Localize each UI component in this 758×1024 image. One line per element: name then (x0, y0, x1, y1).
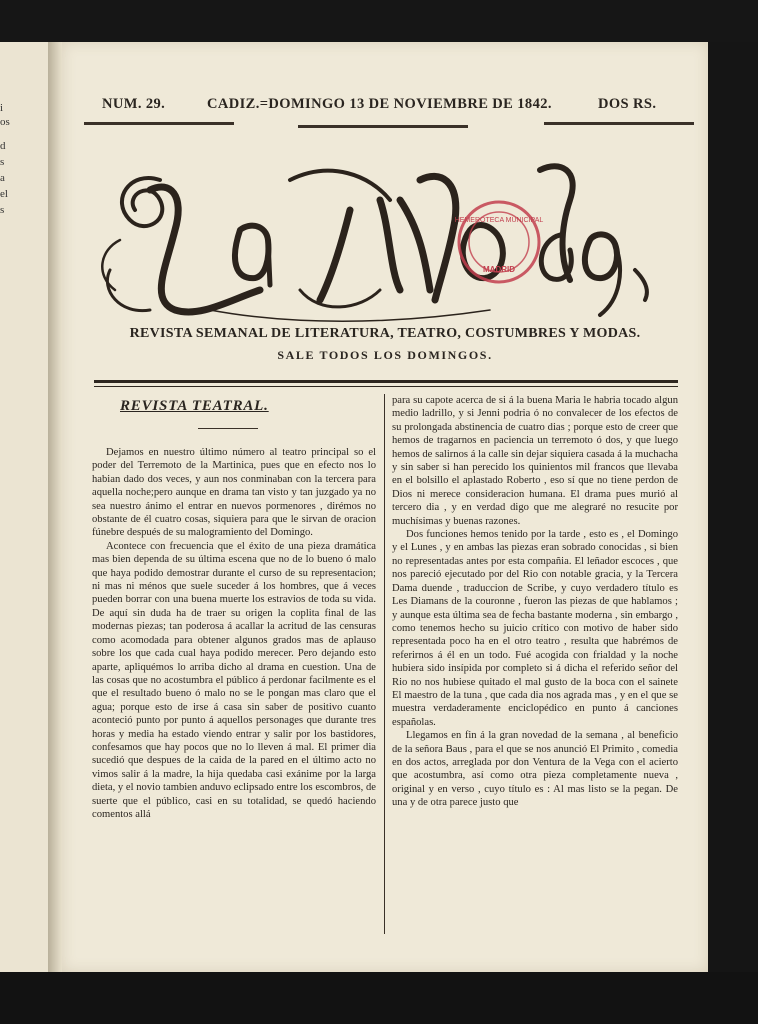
stamp-text-top: HEMEROTECA MUNICIPAL (454, 217, 544, 224)
ornament-rule-center (298, 125, 468, 128)
prev-page-fragment: a (0, 172, 5, 184)
issue-price: DOS RS. (598, 96, 657, 112)
book-gutter (48, 42, 62, 972)
scan-background-right (708, 42, 758, 972)
previous-page-edge (0, 42, 49, 972)
header-rule-thick (94, 380, 678, 383)
paragraph: Dos funciones hemos tenido por la tarde , esto es , el Domingo y el Lunes , y en ambas las piezas eran sobrado conocidas , si bien no representadas antes por esta compañia. El leñador escoces , que nos pareció ejecutado por del Rio con notable gracia, y la Tercera Dama duende , traduccion de Scribe, y cuyo verdadero título es Les Diamans de la couronne , fueron las piezas de que hablamos ; y aunque esta última sea de fecha bastante moderna , sin embargo , como tenemos hecho su juicio crítico con motivo de haber sido representada poco ha en el otro teatro , resulta que habrémos de referirnos á él en un todo. Fué acogida con frialdad y la noche hubiera sido insípida por completo si á dicha el referido señor del Rio no nos hubiese quitado el mal gusto de la boca con el sainete El maestro de la tuna , que cada dia nos agrada mas , y en el que se muestra verdaderamente enciclopédico en punto á canciones españolas. (392, 529, 678, 728)
masthead-tagline: SALE TODOS LOS DOMINGOS. (277, 348, 493, 362)
article-column-right (392, 394, 678, 810)
paragraph: Llegamos en fin á la gran novedad de la semana , al beneficio de la señora Baus , para el que se nos anunció El Primito , comedia en dos actos, arreglada por don Ventura de la Vega con el acierto que acostumbra, así como otra pieza completamente nueva , original y en verso , cuyo título es : Al mas listo se la pegan. De una y de otra parece justo que (392, 730, 678, 809)
column-divider (384, 394, 385, 934)
paragraph: Acontece con frecuencia que el éxito de una pieza dramática mas bien dependa de su última escena que no de lo bueno ó malo que haya podido demostrar durante el curso de su representacion; ni mas ni ménos que suele suceder á los hombres, que á veces pueden borrar con una buena muerte los estravios de toda su vida. De aquí sin duda ha de traer su origen la coplita final de las modernas piezas; tan poderosa á acallar la acritud de las censuras como acomodada para obtener algunos grados mas de aplauso sobre los que cada cual haya podido merecer. Pero dejando esto aparte, apliquémos lo arriba dicho al drama en cuestion. Una de las cosas que no acostumbra el público á perdonar facilmente es el que el resultado bueno ó malo no se le pongan mas claro que el agua; porque esto de irse á casa sin saber de positivo cuanto aconteció punto por punto á aquellos personages que durante tres horas y media ha estado viendo entrar y salir por los bastidores, confesamos que hay pocos que no lo lleven á mal. El primer dia sucedió que despues de la caida de la pared en el último acto no vimos salir á la madre, la hija quedaba casi exánime por la larga dieta, y el novio tambien anduvo eclipsado entre los escombros, de suerte que el público, casi en su totalidad, se quedó haciendo comentos allá (92, 540, 376, 820)
masthead-subtitle: REVISTA SEMANAL DE LITERATURA, TEATRO, COSTUMBRES Y MODAS. (129, 326, 641, 341)
stamp-text-bottom: MADRID (483, 265, 515, 274)
prev-page-fragment: el (0, 188, 8, 200)
header-rule-thin (94, 386, 678, 387)
newspaper-page (62, 42, 708, 972)
article-column-left (92, 446, 376, 821)
scan-background-top (0, 0, 758, 44)
ornament-rule-right (544, 122, 694, 125)
prev-page-fragment: os (0, 116, 10, 128)
prev-page-fragment: s (0, 204, 5, 216)
section-title: REVISTA TEATRAL. (120, 398, 269, 414)
prev-page-fragment: d (0, 140, 6, 152)
ornament-rule-left (84, 122, 234, 125)
paragraph: Dejamos en nuestro último número al teatro principal so el poder del Terremoto de la Martinica, pues que en efecto nos lo habian dado dos veces, y aun nos conminaban con la tercera para aquella noche;pero aunque en drama tan visto y tan juzgado ya no sea nuestro ánimo el entrar en nuevos pormenores , dirémos no obstante de él cuatro cosas, siquiera para que le sirvan de oracion fúnebre después de su malogramiento del Domingo. (92, 447, 376, 539)
la-moda-logo (90, 140, 680, 330)
prev-page-fragment: s (0, 156, 5, 168)
library-stamp (454, 192, 544, 292)
prev-page-fragment: i (0, 102, 4, 114)
issue-date: CADIZ.=DOMINGO 13 DE NOVIEMBRE DE 1842. (207, 96, 552, 112)
section-title-ornament (198, 428, 258, 429)
paragraph: para su capote acerca de si á la buena Maria le habria tocado algun medio ladrillo, y si Jenni podria ó no convalecer de los efectos de su prolongada abstinencia de cuatro dias ; porque esto de creer que hemos de tragarnos en paciencia un terremoto ó dos, y que luego hemos de salirnos á la calle sin dejar siquiera casada á la muchacha y sin saber si han perecido los quinientos mil francos que llevaba en el bolsillo el aplastado Roberto , eso sí que no tiene perdon de Dios ni merece consideracion humana. El drama pues murió al tercero dia , y en verdad digo que me alegraré no resucite por muchísimas y buenas razones. (392, 395, 678, 527)
issue-number: NUM. 29. (102, 96, 166, 112)
scan-background-bottom (0, 972, 758, 1024)
